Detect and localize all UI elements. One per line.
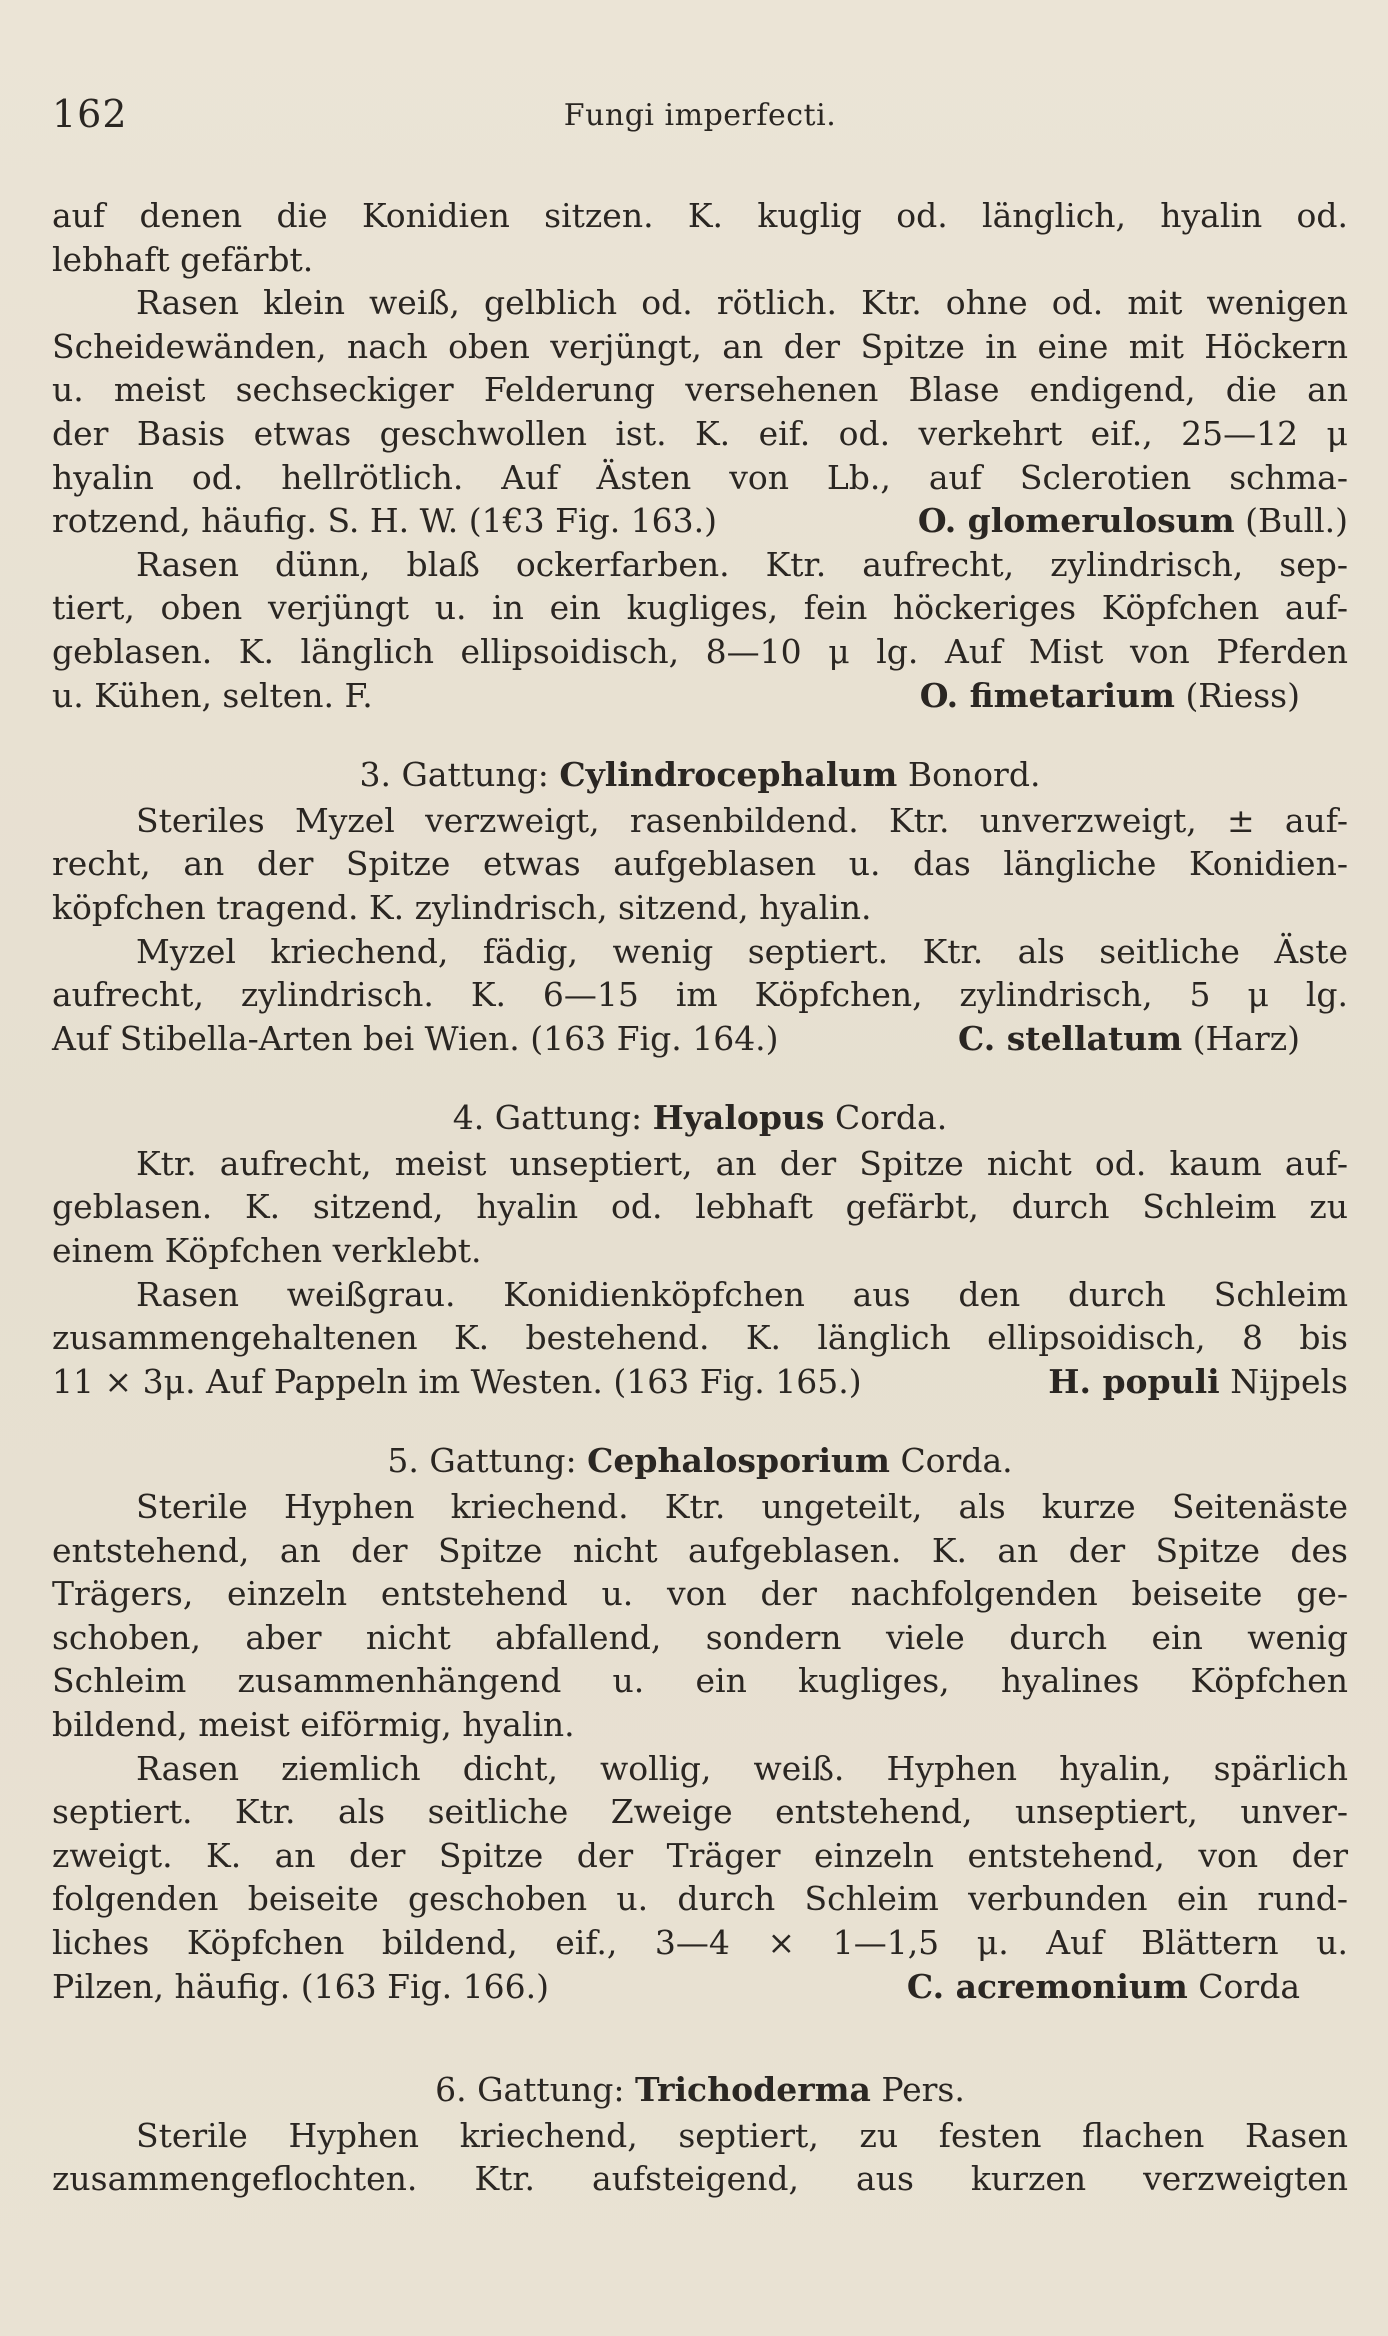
- species-reference: Pilzen, häufig. (163 Fig. 166.): [52, 1966, 550, 2006]
- genus-name: Cylindrocephalum: [559, 755, 898, 795]
- species-reference: 11 × 3μ. Auf Pappeln im Westen. (163 Fig. 165.): [52, 1361, 862, 1401]
- text-line: Steriles Myzel verzweigt, rasenbildend. Ktr. unverzweigt, ± auf-: [136, 800, 1348, 840]
- species-author: (Harz): [1192, 1018, 1300, 1058]
- species-c-acremonium: [52, 1747, 1348, 2009]
- species-author: Corda: [1198, 1966, 1300, 2006]
- species-name: O. fimetarium: [919, 675, 1175, 715]
- text-line: Trägers, einzeln entstehend u. von der nachfolgenden beiseite ge-: [52, 1574, 1348, 1614]
- genus-heading-6: [52, 2068, 1348, 2112]
- species-reference: Auf Stibella-Arten bei Wien. (163 Fig. 164.): [52, 1018, 779, 1058]
- genus-heading-5: [52, 1439, 1348, 1483]
- species-name-group: [1048, 1360, 1348, 1404]
- text-line: aufrecht, zylindrisch. K. 6—15 im Köpfchen, zylindrisch, 5 μ lg.: [52, 975, 1348, 1015]
- species-line: [52, 1017, 1348, 1061]
- text-line: recht, an der Spitze etwas aufgeblasen u. das längliche Konidien-: [52, 844, 1348, 884]
- running-title: Fungi imperfecti.: [563, 98, 837, 133]
- species-name-group: [920, 674, 1300, 718]
- text-line: der Basis etwas geschwollen ist. K. eif. od. verkehrt eif., 25—12 μ: [52, 413, 1348, 453]
- species-author: Nijpels: [1230, 1361, 1348, 1401]
- text-line: Sterile Hyphen kriechend. Ktr. ungeteilt, als kurze Seitenäste: [136, 1487, 1348, 1527]
- text-line: geblasen. K. sitzend, hyalin od. lebhaft gefärbt, durch Schleim zu: [52, 1187, 1348, 1227]
- genus-name: Hyalopus: [652, 1098, 825, 1138]
- species-line: [52, 674, 1348, 718]
- genus-prefix: 6. Gattung:: [435, 2070, 625, 2110]
- text-line: Ktr. aufrecht, meist unseptiert, an der Spitze nicht od. kaum auf-: [136, 1143, 1348, 1183]
- text-line: bildend, meist eiförmig, hyalin.: [52, 1705, 575, 1744]
- genus-author: Corda.: [900, 1441, 1013, 1481]
- species-line: [52, 499, 1348, 543]
- text-line: tiert, oben verjüngt u. in ein kugliges, fein höckeriges Köpfchen auf-: [52, 588, 1348, 628]
- text-line: Myzel kriechend, fädig, wenig septiert. Ktr. als seitliche Äste: [136, 931, 1348, 971]
- species-o-fimetarium: [52, 543, 1348, 717]
- species-name: H. populi: [1048, 1361, 1220, 1401]
- species-name: C. stellatum: [958, 1018, 1183, 1058]
- text-line: Schleim zusammenhängend u. ein kugliges, hyalines Köpfchen: [52, 1661, 1348, 1701]
- genus-name: Trichoderma: [634, 2070, 871, 2110]
- text-line: geblasen. K. länglich ellipsoidisch, 8—10 μ lg. Auf Mist von Pferden: [52, 631, 1348, 671]
- page-number: 162: [52, 92, 128, 136]
- species-line: [52, 1360, 1348, 1404]
- text-line: Rasen weißgrau. Konidienköpfchen aus den durch Schleim: [136, 1274, 1348, 1314]
- text-line: Sterile Hyphen kriechend, septiert, zu festen flachen Rasen: [136, 2115, 1348, 2155]
- species-name-group: [958, 1017, 1300, 1061]
- genus-heading-3: [52, 753, 1348, 797]
- text-line: zusammengeflochten. Ktr. aufsteigend, aus kurzen verzweigten: [52, 2159, 1348, 2199]
- species-line: [52, 1965, 1348, 2009]
- genus-author: Corda.: [835, 1098, 948, 1138]
- text-line: köpfchen tragend. K. zylindrisch, sitzend, hyalin.: [52, 887, 872, 927]
- species-name: C. acremonium: [906, 1966, 1188, 2006]
- text-line: einem Köpfchen verklebt.: [52, 1231, 482, 1271]
- text-line: lebhaft gefärbt.: [52, 239, 314, 279]
- text-line: Rasen ziemlich dicht, wollig, weiß. Hyphen hyalin, spärlich: [136, 1748, 1348, 1788]
- genus-heading-4: [52, 1096, 1348, 1140]
- page-content: [52, 92, 1348, 2201]
- text-line: zusammengehaltenen K. bestehend. K. länglich ellipsoidisch, 8 bis: [52, 1318, 1348, 1358]
- spacer: [52, 2008, 1348, 2032]
- genus-name: Cephalosporium: [587, 1441, 890, 1481]
- text-line: schoben, aber nicht abfallend, sondern viele durch ein wenig: [52, 1617, 1348, 1657]
- species-c-stellatum: [52, 930, 1348, 1061]
- text-line: zweigt. K. an der Spitze der Träger einzeln entstehend, von der: [52, 1835, 1348, 1875]
- running-head: [52, 92, 1348, 148]
- genus-4-description: [52, 1142, 1348, 1273]
- text-line: Scheidewänden, nach oben verjüngt, an der Spitze in eine mit Höckern: [52, 326, 1348, 366]
- species-name-group: [918, 499, 1348, 543]
- text-line: Rasen dünn, blaß ockerfarben. Ktr. aufrecht, zylindrisch, sep-: [136, 544, 1348, 584]
- species-reference: u. Kühen, selten. F.: [52, 675, 373, 715]
- intro-paragraph: [52, 194, 1348, 281]
- text-line: u. meist sechseckiger Felderung versehenen Blase endigend, die an: [52, 370, 1348, 410]
- genus-5-description: [52, 1485, 1348, 1747]
- text-line: hyalin od. hellrötlich. Auf Ästen von Lb., auf Sclerotien schma-: [52, 457, 1348, 497]
- genus-author: Bonord.: [907, 755, 1041, 795]
- text-line: Rasen klein weiß, gelblich od. rötlich. Ktr. ohne od. mit wenigen: [136, 283, 1348, 323]
- species-author: (Bull.): [1245, 501, 1348, 541]
- genus-prefix: 3. Gattung:: [359, 755, 549, 795]
- genus-6-description: [52, 2114, 1348, 2201]
- species-h-populi: [52, 1273, 1348, 1404]
- species-reference: rotzend, häufig. S. H. W. (1€3 Fig. 163.): [52, 501, 718, 541]
- text-line: septiert. Ktr. als seitliche Zweige entstehend, unseptiert, unver-: [52, 1792, 1348, 1832]
- text-line: liches Köpfchen bildend, eif., 3—4 × 1—1,5 μ. Auf Blättern u.: [52, 1922, 1348, 1962]
- genus-3-description: [52, 799, 1348, 930]
- text-line: folgenden beiseite geschoben u. durch Schleim verbunden ein rund-: [52, 1879, 1348, 1919]
- species-o-glomerulosum: [52, 281, 1348, 543]
- genus-prefix: 5. Gattung:: [387, 1441, 577, 1481]
- genus-author: Pers.: [881, 2070, 965, 2110]
- text-line: entstehend, an der Spitze nicht aufgeblasen. K. an der Spitze des: [52, 1530, 1348, 1570]
- text-line: auf denen die Konidien sitzen. K. kuglig od. länglich, hyalin od.: [52, 196, 1348, 235]
- species-name-group: [907, 1965, 1300, 2009]
- species-name: O. glomerulosum: [917, 501, 1235, 541]
- genus-prefix: 4. Gattung:: [452, 1098, 643, 1138]
- species-author: (Riess): [1185, 675, 1300, 715]
